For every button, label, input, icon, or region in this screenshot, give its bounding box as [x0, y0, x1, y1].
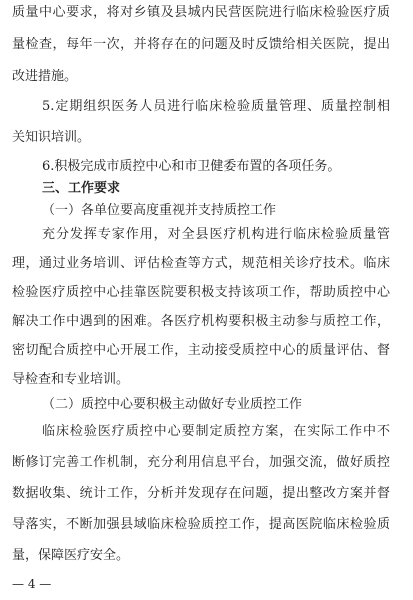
paragraph-line: 数据收集、统计工作，分析并发现存在问题，提出整改方案并督	[12, 486, 390, 501]
paragraph-line: 解决工作中遇到的困难。各医疗机构要积极主动参与质控工作，	[12, 314, 390, 329]
subsection-heading-2: （二）质控中心要积极主动做好专业质控工作	[42, 397, 303, 412]
paragraph-line: 导检查和专业培训。	[12, 372, 130, 387]
paragraph-line: 充分发挥专家作用，对全县医疗机构进行临床检验质量管	[42, 227, 390, 242]
paragraph-line: 密切配合质控中心开展工作，主动接受质控中心的质量评估、督	[12, 343, 390, 358]
paragraph-line: 检验医疗质控中心挂靠医院要积极支持该项工作，帮助质控中心	[12, 285, 390, 300]
list-item-5: 5.定期组织医务人员进行临床检验质量管理、质量控制相	[42, 99, 390, 114]
paragraph-line: 量，保障医疗安全。	[12, 548, 130, 563]
page-number: — 4 —	[12, 577, 52, 591]
paragraph-line: 理，通过业务培训、评估检查等方式，规范相关诊疗技术。临床	[12, 256, 390, 271]
paragraph-line: 导落实，不断加强县域临床检验质控工作，提高医院临床检验质	[12, 517, 390, 532]
list-item-6: 6.积极完成市质控中心和市卫健委布置的各项任务。	[42, 159, 341, 174]
paragraph-line: 断修订完善工作机制，充分利用信息平台，加强交流，做好质控	[12, 455, 390, 470]
paragraph-line: 临床检验医疗质控中心要制定质控方案，在实际工作中不	[42, 424, 390, 439]
paragraph-line: 改进措施。	[12, 69, 78, 84]
paragraph-line: 关知识培训。	[12, 130, 91, 145]
section-heading: 三、工作要求	[42, 181, 121, 196]
paragraph-line: 量检查，每年一次，并将存在的问题及时反馈给相关医院，提出	[12, 37, 390, 52]
paragraph-line: 质量中心要求，将对乡镇及县城内民营医院进行临床检验医疗质	[12, 5, 390, 20]
subsection-heading-1: （一）各单位要高度重视并支持质控工作	[42, 203, 277, 218]
